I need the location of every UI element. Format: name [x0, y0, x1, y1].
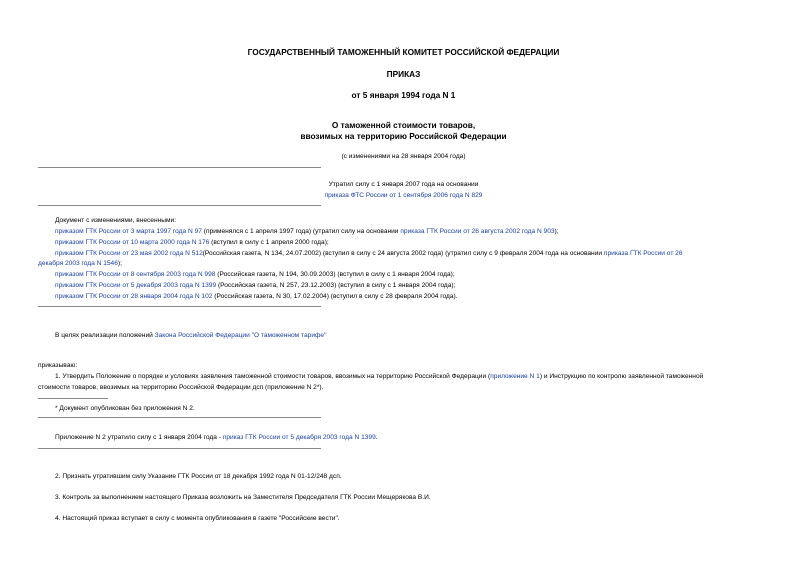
amendment-text: (Российская газета, N 134, 24.07.2002) (вступил в силу с 24 августа 2002 года) (утратил силу с 9 февраля 2004 года на основании — [202, 250, 604, 257]
appendix-note-text: Приложение N 2 утратило силу с 1 января 2004 года - — [55, 434, 223, 441]
amendment-item-cont — [38, 259, 122, 268]
divider — [38, 306, 321, 307]
point-4: 4. Настоящий приказ вступает в силу с момента опубликования в газете "Российские вести". — [55, 515, 340, 522]
amendment-link[interactable]: приказом ГТК России от 8 сентября 2003 года N 998 — [55, 271, 216, 278]
amendment-link[interactable]: приказом ГТК России от 28 января 2004 года N 102 — [55, 293, 213, 300]
amendment-item — [55, 281, 455, 290]
appendix-note-tail: . — [375, 434, 378, 441]
title-line-1: О таможенной стоимости товаров, — [331, 120, 476, 130]
amendment-text: (Российская газета, N 30, 17.02.2004) (вступил в силу с 28 февраля 2004 года). — [212, 293, 458, 300]
amendment-link-cont[interactable]: декабря 2003 года N 1546 — [38, 260, 118, 267]
divider — [38, 448, 321, 449]
amendment-link[interactable]: приказом ГТК России от 5 декабря 2003 года N 1399 — [55, 282, 217, 289]
amendment-item — [55, 292, 458, 301]
point-1-line-2: стоимости товаров, ввозимых на территорию Российской Федерации дсп (приложение N 2*). — [38, 384, 324, 391]
amendment-item — [55, 227, 559, 236]
amendment-text: (Российская газета, N 194, 30.09.2003) (вступил в силу с 1 января 2004 года); — [215, 271, 455, 278]
footnote: * Документ опубликован без приложения N 2. — [55, 405, 195, 412]
amendment-text: (Российская газета, N 257, 23.12.2003) (вступил в силу с 1 января 2004 года); — [216, 282, 456, 289]
amendment-link-2[interactable]: приказа ГТК России от 26 августа 2002 года N 903 — [400, 228, 555, 235]
amendment-item — [55, 270, 455, 279]
amendment-item — [55, 238, 329, 247]
repeal-order-link[interactable]: приказа ФТС России от 1 сентября 2006 года N 829 — [324, 192, 483, 199]
title-line-2: ввозимых на территорию Российской Федерации — [300, 131, 507, 141]
customs-tariff-law-link[interactable]: Закона Российской Федерации "О таможенном тарифе" — [154, 332, 327, 339]
amendment-tail: ); — [554, 228, 559, 235]
order-word: приказываю: — [38, 362, 78, 369]
point-2: 2. Признать утратившим силу Указание ГТК России от 18 декабря 1992 года N 01-12/248 дсп. — [55, 473, 342, 480]
footnote-divider — [38, 398, 108, 399]
repeal-text: Утратил силу с 1 января 2007 года на основании — [328, 181, 479, 188]
divider — [38, 205, 321, 206]
repeal-link[interactable] — [0, 192, 807, 199]
amendment-note: (с изменениями на 28 января 2004 года) — [341, 153, 466, 160]
amendment-link[interactable]: приказом ГТК России от 10 марта 2000 года N 176 — [55, 239, 210, 246]
amendment-link[interactable]: приказом ГТК России от 3 марта 1997 года N 97 — [55, 228, 202, 235]
amendments-intro: Документ с изменениями, внесенными: — [55, 217, 177, 224]
preamble-text: В целях реализации положений — [55, 332, 155, 339]
appendix-note — [55, 433, 378, 442]
amendment-text: (применялся с 1 апреля 1997 года) (утратил силу на основании — [201, 228, 401, 235]
org-heading: ГОСУДАРСТВЕННЫЙ ТАМОЖЕННЫЙ КОМИТЕТ РОССИЙСКОЙ ФЕДЕРАЦИИ — [247, 47, 560, 57]
point-3: 3. Контроль за выполнением настоящего Приказа возложить на Заместителя Председателя ГТК России Мещерякова В.И. — [55, 494, 431, 501]
doc-type-heading: ПРИКАЗ — [386, 69, 421, 79]
appendix-1-link[interactable]: приложение N 1 — [490, 373, 540, 380]
amendment-tail: ); — [117, 260, 122, 267]
point-1-line-1 — [55, 372, 703, 381]
amendment-item — [55, 249, 683, 258]
amendment-link-2[interactable]: приказа ГТК России от 26 — [603, 250, 683, 257]
preamble — [55, 331, 326, 340]
point-1-text: 1. Утвердить Положение о порядке и условиях заявления таможенной стоимости товаров, ввозимых на территорию Российской Федерации ( — [55, 373, 491, 380]
amendment-link[interactable]: приказом ГТК России от 23 мая 2002 года N 512 — [55, 250, 203, 257]
divider — [38, 167, 321, 168]
appendix-note-link[interactable]: приказ ГТК России от 5 декабря 2003 года N 1399 — [222, 434, 376, 441]
date-number-heading: от 5 января 1994 года N 1 — [351, 90, 456, 100]
divider — [38, 417, 321, 418]
point-1-tail: ) и Инструкцию по контролю заявленной таможенной — [539, 373, 704, 380]
amendment-text: (вступил в силу с 1 апреля 2000 года); — [209, 239, 329, 246]
